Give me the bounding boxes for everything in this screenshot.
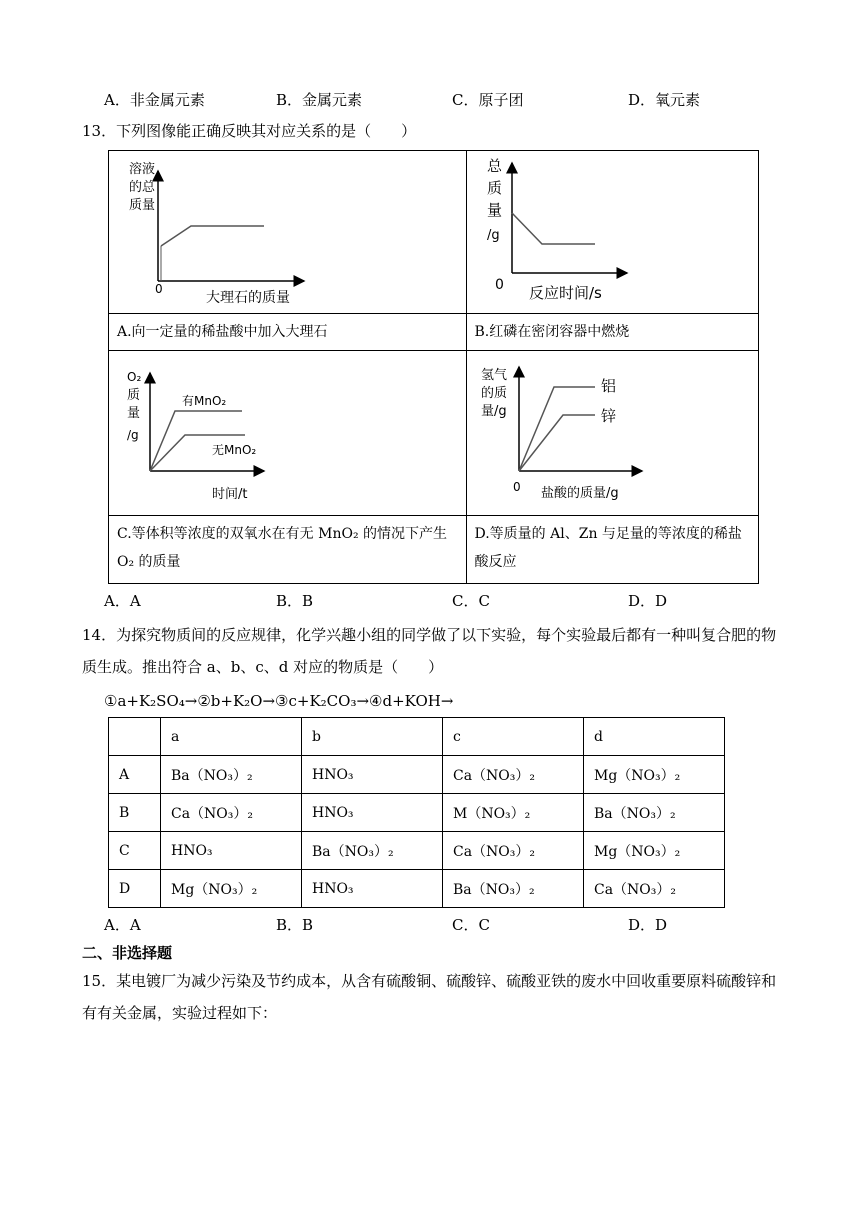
svg-text:无MnO₂: 无MnO₂ bbox=[212, 443, 257, 457]
q14-stem-line2: 质生成。推出符合 a、b、c、d 对应的物质是（ ） bbox=[82, 658, 444, 676]
table-cell: A bbox=[109, 756, 161, 794]
svg-text:质: 质 bbox=[127, 388, 141, 403]
svg-text:总: 总 bbox=[486, 157, 502, 175]
q14-option-a: A．A bbox=[104, 916, 141, 934]
q12-option-c: C．原子团 bbox=[452, 91, 524, 109]
table-cell: Mg（NO₃）₂ bbox=[161, 870, 302, 908]
q13-option-a: A．A bbox=[104, 592, 141, 610]
q14-reaction: ①a+K₂SO₄→②b+K₂O→③c+K₂CO₃→④d+KOH→ bbox=[104, 692, 454, 710]
svg-text:量/g: 量/g bbox=[480, 404, 507, 419]
table-cell: Ca（NO₃）₂ bbox=[161, 794, 302, 832]
table-cell: Ba（NO₃）₂ bbox=[443, 870, 584, 908]
q15-stem-line1: 15．某电镀厂为减少污染及节约成本，从含有硫酸铜、硫酸锌、硫酸亚铁的废水中回收重要原料硫酸锌和 bbox=[82, 972, 777, 990]
table-cell: Ba（NO₃）₂ bbox=[584, 794, 725, 832]
svg-text:时间/t: 时间/t bbox=[212, 487, 248, 502]
q13-stem: 13．下列图像能正确反映其对应关系的是（ ） bbox=[82, 122, 417, 140]
table-cell: Mg（NO₃）₂ bbox=[584, 832, 725, 870]
svg-text:大理石的质量: 大理石的质量 bbox=[206, 290, 290, 306]
q14-option-b: B．B bbox=[276, 916, 314, 934]
q14-stem-line1: 14．为探究物质间的反应规律，化学兴趣小组的同学做了以下实验，每个实验最后都有一种叫复合肥的物 bbox=[82, 626, 777, 644]
q13-option-b: B．B bbox=[276, 592, 314, 610]
table-cell: a bbox=[161, 718, 302, 756]
caption-a: A.向一定量的稀盐酸中加入大理石 bbox=[109, 314, 467, 351]
svg-text:0: 0 bbox=[494, 277, 504, 293]
q13-option-d: D．D bbox=[628, 592, 668, 610]
q14-option-c: C．C bbox=[452, 916, 490, 934]
svg-text:量: 量 bbox=[127, 406, 141, 421]
svg-text:盐酸的质量/g: 盐酸的质量/g bbox=[540, 486, 619, 501]
svg-text:量: 量 bbox=[486, 201, 502, 219]
table-cell: HNO₃ bbox=[161, 832, 302, 870]
q13-option-c: C．C bbox=[452, 592, 490, 610]
caption-b: B.红磷在密闭容器中燃烧 bbox=[466, 314, 759, 351]
chart-a bbox=[109, 151, 465, 309]
q12-option-d: D．氧元素 bbox=[628, 91, 701, 109]
chart-d-cell bbox=[466, 351, 759, 516]
table-cell: Ba（NO₃）₂ bbox=[302, 832, 443, 870]
table-cell: c bbox=[443, 718, 584, 756]
chart-c-line-with-mno2 bbox=[150, 411, 242, 471]
chart-a-cell bbox=[109, 151, 467, 314]
table-cell: Ca（NO₃）₂ bbox=[443, 832, 584, 870]
q15-stem-line2: 有有关金属，实验过程如下： bbox=[82, 1004, 278, 1022]
table-cell: d bbox=[584, 718, 725, 756]
svg-text:/g: /g bbox=[127, 428, 139, 442]
svg-text:的质: 的质 bbox=[480, 386, 507, 401]
svg-text:/g: /g bbox=[486, 228, 500, 243]
svg-text:反应时间/s: 反应时间/s bbox=[528, 284, 602, 302]
table-cell: Ca（NO₃）₂ bbox=[584, 870, 725, 908]
chart-d-line-al bbox=[519, 387, 595, 471]
table-cell: Ba（NO₃）₂ bbox=[161, 756, 302, 794]
table-cell: C bbox=[109, 832, 161, 870]
table-row bbox=[109, 756, 725, 794]
table-cell bbox=[109, 718, 161, 756]
q14-table bbox=[108, 717, 725, 908]
chart-b bbox=[467, 151, 758, 309]
chart-a-line bbox=[161, 226, 264, 246]
svg-text:O₂: O₂ bbox=[127, 370, 142, 384]
table-cell: M（NO₃）₂ bbox=[443, 794, 584, 832]
caption-c: C.等体积等浓度的双氧水在有无 MnO₂ 的情况下产生 O₂ 的质量 bbox=[109, 516, 467, 584]
section-heading: 二、非选择题 bbox=[82, 944, 173, 962]
table-cell: D bbox=[109, 870, 161, 908]
svg-text:质量: 质量 bbox=[129, 198, 156, 213]
chart-d bbox=[467, 351, 758, 511]
table-cell: B bbox=[109, 794, 161, 832]
svg-text:0: 0 bbox=[512, 480, 521, 494]
svg-text:氢气: 氢气 bbox=[480, 368, 507, 383]
q14-option-d: D．D bbox=[628, 916, 668, 934]
svg-text:质: 质 bbox=[486, 179, 502, 197]
svg-text:0: 0 bbox=[155, 282, 163, 296]
chart-b-cell bbox=[466, 151, 759, 314]
table-row bbox=[109, 870, 725, 908]
table-cell: HNO₃ bbox=[302, 794, 443, 832]
svg-text:有MnO₂: 有MnO₂ bbox=[182, 394, 227, 408]
chart-c-cell bbox=[109, 351, 467, 516]
table-cell: HNO₃ bbox=[302, 756, 443, 794]
svg-text:的总: 的总 bbox=[129, 180, 156, 195]
table-cell: HNO₃ bbox=[302, 870, 443, 908]
svg-text:锌: 锌 bbox=[600, 407, 616, 425]
q13-graph-table bbox=[108, 150, 759, 584]
q12-option-a: A．非金属元素 bbox=[104, 91, 205, 109]
table-cell: Mg（NO₃）₂ bbox=[584, 756, 725, 794]
table-row bbox=[109, 832, 725, 870]
chart-b-line bbox=[512, 213, 595, 244]
svg-text:溶液: 溶液 bbox=[129, 162, 156, 177]
caption-d: D.等质量的 Al、Zn 与足量的等浓度的稀盐酸反应 bbox=[466, 516, 759, 584]
table-header-row bbox=[109, 718, 725, 756]
q12-option-b: B．金属元素 bbox=[276, 91, 363, 109]
table-cell: b bbox=[302, 718, 443, 756]
table-cell: Ca（NO₃）₂ bbox=[443, 756, 584, 794]
svg-text:铝: 铝 bbox=[600, 377, 616, 395]
chart-c bbox=[109, 351, 465, 511]
table-row bbox=[109, 794, 725, 832]
